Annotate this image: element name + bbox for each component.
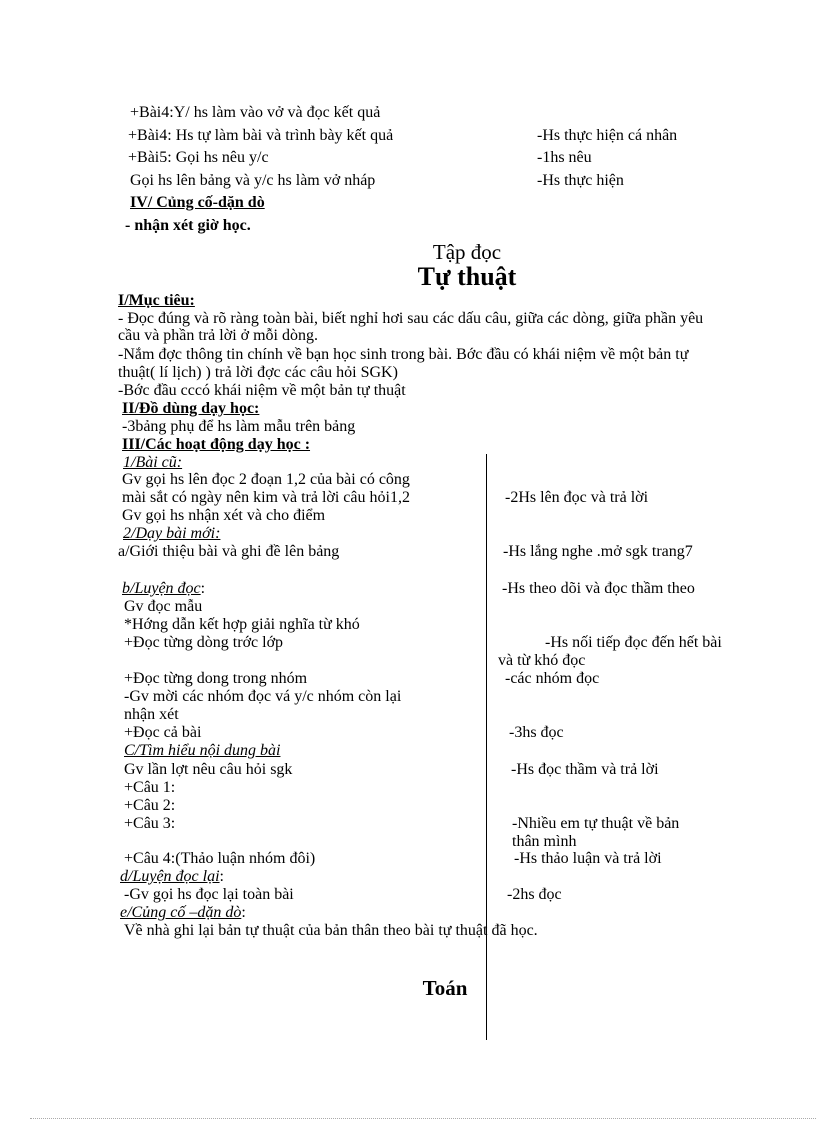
whole-read-right: -3hs đọc bbox=[509, 724, 564, 741]
question-3: +Câu 3: bbox=[124, 815, 176, 832]
practice-read-line-1: Gv đọc mẫu bbox=[124, 598, 203, 615]
group-read: +Đọc từng dong trong nhóm bbox=[124, 670, 308, 687]
practice-read-heading-text: b/Luyện đọc bbox=[122, 580, 201, 597]
section4-heading: IV/ Củng cố-dặn dò bbox=[130, 194, 265, 211]
old-lesson-heading: 1/Bài cũ: bbox=[123, 454, 183, 471]
practice-read-line-3: +Đọc từng dòng trớc lớp bbox=[124, 634, 284, 651]
objective-line-1: - Đọc đúng và rõ ràng toàn bài, biết nghỉ hơi sau các dấu câu, giữa các dòng, giữa phần yêu bbox=[118, 310, 704, 327]
old-lesson-line-2: mài sắt có ngày nên kim và trả lời câu hỏi1,2 bbox=[122, 489, 410, 506]
top-row-4-right: -Hs thực hiện bbox=[537, 172, 624, 189]
old-lesson-line-1: Gv gọi hs lên đọc 2 đoạn 1,2 của bài có công bbox=[122, 471, 410, 488]
materials-text: -3bảng phụ để hs làm mẫu trên bảng bbox=[122, 418, 356, 435]
column-divider bbox=[486, 454, 487, 1040]
content-ask: Gv lần lợt nêu câu hỏi sgk bbox=[124, 761, 293, 778]
question-1: +Câu 1: bbox=[124, 779, 176, 796]
new-lesson-intro-right: -Hs lắng nghe .mở sgk trang7 bbox=[503, 543, 693, 560]
objectives-heading: I/Mục tiêu: bbox=[118, 292, 195, 309]
top-row-2-right: -Hs thực hiện cá nhân bbox=[537, 127, 678, 144]
top-row-3-left: +Bài5: Gọi hs nêu y/c bbox=[128, 149, 269, 166]
practice-read-heading-colon: : bbox=[200, 580, 206, 597]
reread-heading-colon: : bbox=[219, 868, 224, 885]
lesson-title: Tự thuật bbox=[417, 262, 517, 291]
whole-read: +Đọc cả bài bbox=[124, 724, 202, 741]
old-lesson-line-3: Gv gọi hs nhận xét và cho điểm bbox=[122, 507, 326, 524]
practice-read-right-1: -Hs theo dõi và đọc thầm theo bbox=[502, 580, 695, 597]
closing-heading-colon: : bbox=[241, 904, 246, 921]
objective-line-2: cầu và phần trả lời ở mỗi dòng. bbox=[118, 327, 318, 344]
new-lesson-intro: a/Giới thiệu bài và ghi đề lên bảng bbox=[118, 543, 340, 560]
practice-read-line-2: *Hớng dẫn kết hợp giải nghĩa từ khó bbox=[124, 616, 360, 633]
top-row-3-right: -1hs nêu bbox=[537, 149, 592, 166]
old-lesson-right: -2Hs lên đọc và trả lời bbox=[505, 489, 649, 506]
content-ask-right: -Hs đọc thầm và trả lời bbox=[511, 761, 659, 778]
top-row-4-left: Gọi hs lên bảng và y/c hs làm vở nháp bbox=[130, 172, 376, 189]
question-3-right-2: thân mình bbox=[512, 833, 577, 850]
question-3-right-1: -Nhiều em tự thuật về bản bbox=[512, 815, 680, 832]
top-row-1-left: +Bài4:Y/ hs làm vào vở và đọc kết quả bbox=[130, 104, 381, 121]
section4-text: - nhận xét giờ học. bbox=[125, 217, 251, 234]
reread-right: -2hs đọc bbox=[507, 886, 562, 903]
practice-read-heading bbox=[122, 580, 205, 598]
content-heading: C/Tìm hiểu nội dung bài bbox=[124, 742, 281, 759]
question-4: +Câu 4:(Thảo luận nhóm đôi) bbox=[124, 850, 316, 867]
closing-heading-text: e/Củng cố –dặn dò bbox=[120, 904, 242, 921]
practice-read-right-2a: -Hs nối tiếp đọc đến hết bài bbox=[545, 634, 722, 651]
objective-line-4: thuật( lí lịch) ) trả lời đợc các câu hỏi SGK) bbox=[118, 364, 398, 381]
practice-read-right-2b: và từ khó đọc bbox=[498, 652, 586, 669]
closing-heading bbox=[120, 904, 246, 922]
new-lesson-heading: 2/Dạy bài mới: bbox=[123, 525, 221, 542]
next-subject-title: Toán bbox=[422, 976, 468, 1000]
objective-line-5: -Bớc đầu cccó khái niệm về một bản tự thuật bbox=[118, 382, 406, 399]
group-call-line-2: nhận xét bbox=[124, 706, 179, 723]
question-4-right: -Hs thảo luận và trả lời bbox=[514, 850, 662, 867]
question-2: +Câu 2: bbox=[124, 797, 176, 814]
materials-heading: II/Đồ dùng dạy học: bbox=[122, 400, 260, 417]
activities-heading: III/Các hoạt động dạy học : bbox=[122, 436, 311, 453]
lesson-subject: Tập đọc bbox=[432, 240, 502, 264]
reread-heading bbox=[120, 868, 224, 886]
objective-line-3: -Nắm đợc thông tin chính về bạn học sinh trong bài. Bớc đầu có khái niệm về một bản tự bbox=[118, 346, 689, 363]
group-read-right: -các nhóm đọc bbox=[505, 670, 600, 687]
group-call-line-1: -Gv mời các nhóm đọc vá y/c nhóm còn lại bbox=[124, 688, 402, 705]
top-row-2-left: +Bài4: Hs tự làm bài và trình bày kết quả bbox=[128, 127, 394, 144]
page-edge-dots bbox=[30, 1118, 816, 1119]
reread-heading-text: d/Luyện đọc lại bbox=[120, 868, 220, 885]
closing-text: Về nhà ghi lại bản tự thuật của bản thân theo bài tự thuật đã học. bbox=[124, 922, 538, 939]
reread-text: -Gv gọi hs đọc lại toàn bài bbox=[124, 886, 294, 903]
